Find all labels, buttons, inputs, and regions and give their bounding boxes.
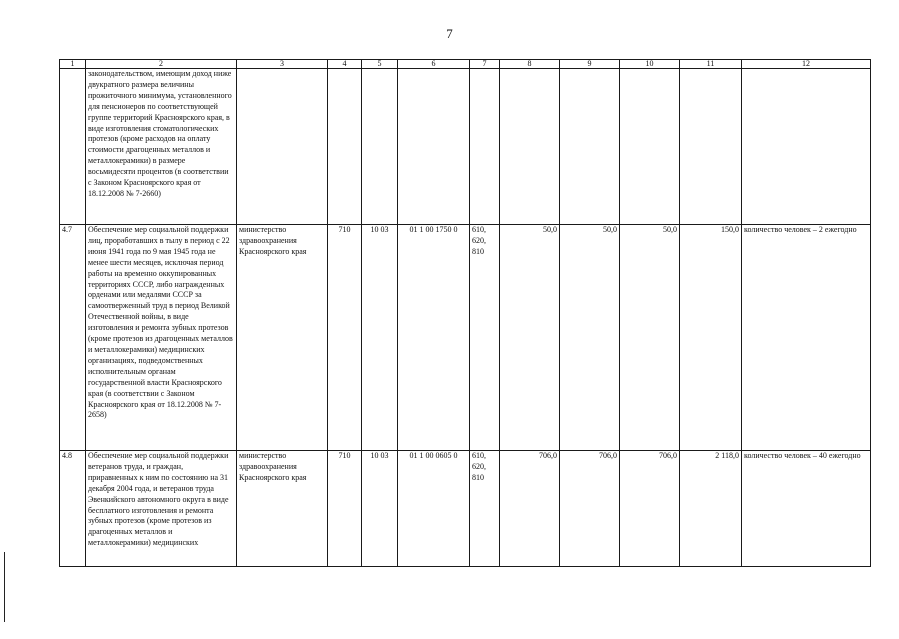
column-header-3: 3 xyxy=(237,60,328,69)
column-header-10: 10 xyxy=(620,60,680,69)
cell-year-1: 50,0 xyxy=(500,225,560,451)
column-header-11: 11 xyxy=(680,60,742,69)
cell-rzpr xyxy=(362,69,398,225)
cell-vr: 610, 620, 810 xyxy=(470,225,500,451)
cell-total: 2 118,0 xyxy=(680,451,742,567)
column-header-7: 7 xyxy=(470,60,500,69)
column-header-8: 8 xyxy=(500,60,560,69)
program-table xyxy=(59,59,871,567)
column-header-1: 1 xyxy=(60,60,86,69)
cell-rzpr: 10 03 xyxy=(362,225,398,451)
cell-grbs: 710 xyxy=(328,451,362,567)
cell-grbs: 710 xyxy=(328,225,362,451)
cell-csr: 01 1 00 0605 0 xyxy=(398,451,470,567)
column-header-5: 5 xyxy=(362,60,398,69)
cell-total xyxy=(680,69,742,225)
cell-rzpr: 10 03 xyxy=(362,451,398,567)
column-header-4: 4 xyxy=(328,60,362,69)
cell-result: количество человек – 40 ежегодно xyxy=(742,451,871,567)
cell-total: 150,0 xyxy=(680,225,742,451)
column-header-12: 12 xyxy=(742,60,871,69)
cell-result xyxy=(742,69,871,225)
cell-year-3: 706,0 xyxy=(620,451,680,567)
page-number: 7 xyxy=(446,26,453,41)
cell-year-1 xyxy=(500,69,560,225)
cell-year-3 xyxy=(620,69,680,225)
column-header-6: 6 xyxy=(398,60,470,69)
cell-csr: 01 1 00 1750 0 xyxy=(398,225,470,451)
column-header-9: 9 xyxy=(560,60,620,69)
cell-description: Обеспечение мер социальной поддержки ветеранов труда, и граждан, приравненных к ним по состоянию на 31 декабря 2004 года, и ветеранов труда Эвенкийского автономного округа в виде бесплатного изготовления и ремонта зубных протезов (кроме протезов из драгоценных металлов и металлокерамики) медицинских xyxy=(86,451,237,567)
cell-grbs xyxy=(328,69,362,225)
cell-vr xyxy=(470,69,500,225)
cell-description: Обеспечение мер социальной поддержки лиц, проработавших в тылу в период с 22 июня 1941 года по 9 мая 1945 года не менее шести месяцев, исключая период работы на временно оккупированных территориях СССР, либо награжденных орденами или медалями СССР за самоотверженный труд в период Великой Отечественной войны, в виде изготовления и ремонта зубных протезов (кроме протезов из драгоценных металлов и металлокерамики) медицинских организациях, подведомственных исполнительным органам государственной власти Красноярского края (в соответствии с Законом Красноярского края от 18.12.2008 № 7-2658) xyxy=(86,225,237,451)
cell-year-1: 706,0 xyxy=(500,451,560,567)
cell-num xyxy=(60,69,86,225)
header-row xyxy=(60,60,871,69)
cell-num: 4.7 xyxy=(60,225,86,451)
table-row xyxy=(60,451,871,567)
cell-executor: министерство здравоохранения Красноярского края xyxy=(237,225,328,451)
binding-margin-line xyxy=(4,552,5,622)
column-header-2: 2 xyxy=(86,60,237,69)
cell-result: количество человек – 2 ежегодно xyxy=(742,225,871,451)
cell-year-3: 50,0 xyxy=(620,225,680,451)
table-row xyxy=(60,225,871,451)
cell-executor: министерство здравоохранения Красноярского края xyxy=(237,451,328,567)
cell-csr xyxy=(398,69,470,225)
cell-year-2: 50,0 xyxy=(560,225,620,451)
cell-year-2 xyxy=(560,69,620,225)
cell-vr: 610, 620, 810 xyxy=(470,451,500,567)
cell-description: законодательством, имеющим доход ниже двукратного размера величины прожиточного минимума, установленного для пенсионеров по соответствующей группе территорий Красноярского края, в виде изготовления стоматологических протезов (кроме расходов на оплату стоимости драгоценных металлов и металлокерамики) в размере восьмидесяти процентов (в соответствии с Законом Красноярского края от 18.12.2008 № 7-2660) xyxy=(86,69,237,225)
cell-year-2: 706,0 xyxy=(560,451,620,567)
cell-executor xyxy=(237,69,328,225)
table-row-continuation xyxy=(60,69,871,225)
cell-num: 4.8 xyxy=(60,451,86,567)
